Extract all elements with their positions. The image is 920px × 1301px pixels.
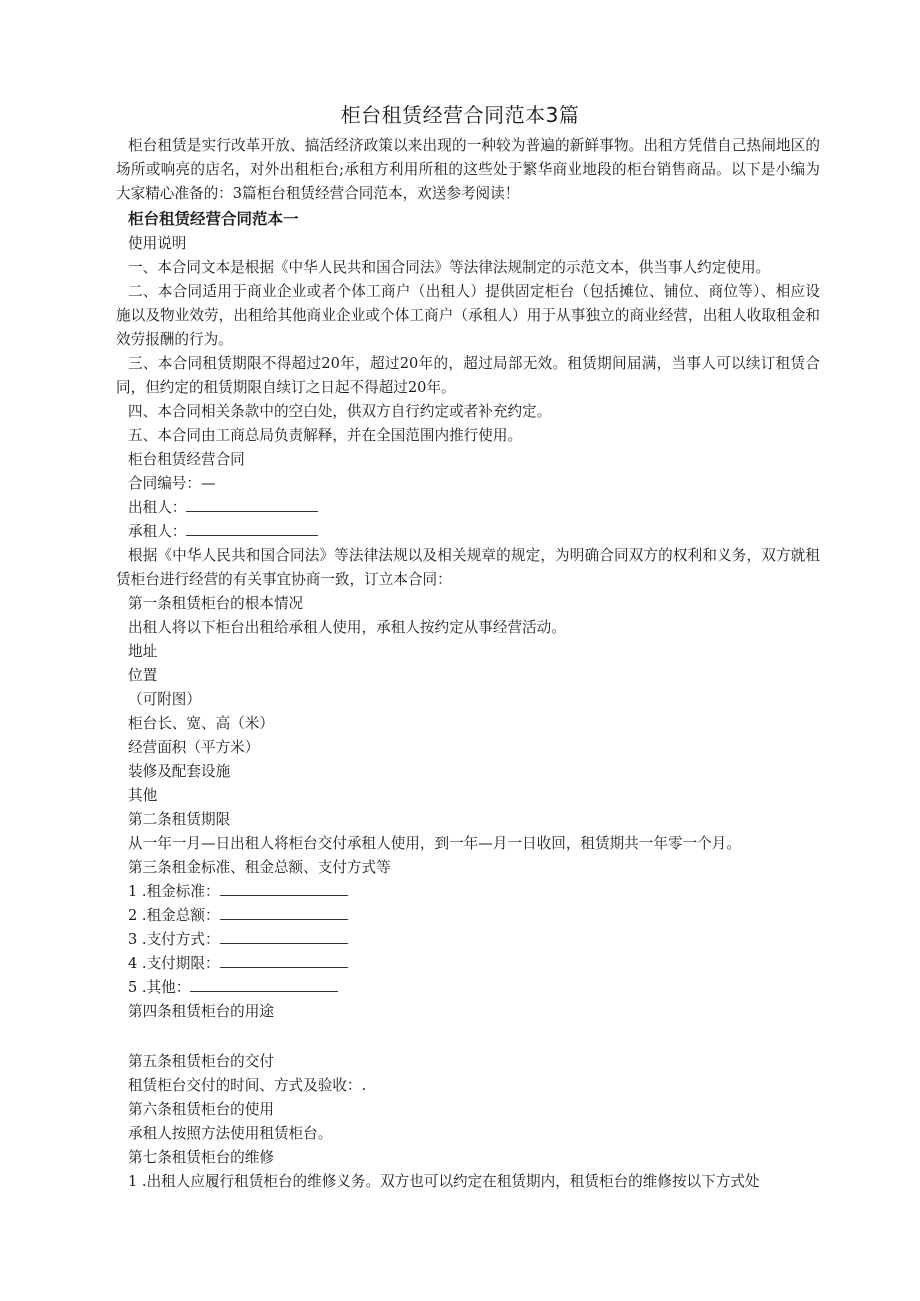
- usage-item-4: 四、本合同相关条款中的空白处，供双方自行约定或者补充约定。: [128, 403, 552, 420]
- article-5-title: 第五条租赁柜台的交付: [128, 1053, 274, 1070]
- item-label: 2 .租金总额：: [128, 907, 220, 924]
- lessee-line: [116, 520, 820, 544]
- article-3-item-4: [116, 952, 820, 976]
- usage-item-5: 五、本合同由工商总局负责解释，并在全国范围内推行使用。: [128, 427, 523, 444]
- article-1-text: 出租人将以下柜台出租给承租人使用，承租人按约定从事经营活动。: [128, 619, 566, 636]
- item-blank: [190, 977, 338, 992]
- lessee-blank: [186, 521, 318, 536]
- article-1-title: 第一条租赁柜台的根本情况: [128, 595, 304, 612]
- contract-body: [116, 232, 820, 1194]
- intro-paragraph: 柜台租赁是实行改革开放、搞活经济政策以来出现的一种较为普遍的新鲜事物。出租方凭借自己热闹地区的场所或响亮的店名，对外出租柜台;承租方利用所租的这些处于繁华商业地段的柜台销售商品。以下是小编为大家精心准备的：3篇柜台租赁经营合同范本，欢送参考阅读！: [116, 137, 820, 202]
- document-title: 柜台租赁经营合同范本3篇: [340, 103, 580, 127]
- article-1-area: 经营面积（平方米）: [128, 739, 260, 756]
- article-2-title: 第二条租赁期限: [128, 811, 231, 828]
- item-blank: [220, 929, 348, 944]
- lessee-label: 承租人：: [128, 523, 187, 540]
- article-3-item-1: [116, 880, 820, 904]
- article-3-title: 第三条租金标准、租金总额、支付方式等: [128, 859, 391, 876]
- item-label: 1 .租金标准：: [128, 883, 220, 900]
- lessor-blank: [186, 497, 318, 512]
- article-1-map: （可附图）: [128, 691, 201, 708]
- section-title: 柜台租赁经营合同范本一: [128, 210, 299, 228]
- item-blank: [220, 905, 348, 920]
- article-1-address: 地址: [128, 643, 158, 660]
- article-6-text: 承租人按照方法使用租赁柜台。: [128, 1125, 333, 1142]
- item-label: 5 .其他：: [128, 979, 191, 996]
- article-7-title: 第七条租赁柜台的维修: [128, 1149, 274, 1166]
- article-4-title: 第四条租赁柜台的用途: [128, 1003, 274, 1020]
- preamble: 根据《中华人民共和国合同法》等法律法规以及相关规章的规定，为明确合同双方的权利和义务，双方就租赁柜台进行经营的有关事宜协商一致，订立本合同：: [116, 547, 820, 588]
- lessor-label: 出租人：: [128, 499, 187, 516]
- usage-item-1: 一、本合同文本是根据《中华人民共和国合同法》等法律法规制定的示范文本，供当事人约定使用。: [128, 259, 771, 276]
- item-blank: [220, 953, 348, 968]
- article-1-size: 柜台长、宽、高（米）: [128, 715, 274, 732]
- lessor-line: [116, 496, 820, 520]
- usage-heading: 使用说明: [128, 235, 187, 252]
- article-7-item-1: 1 .出租人应履行租赁柜台的维修义务。双方也可以约定在租赁期内，租赁柜台的维修按以下方式处: [128, 1173, 760, 1190]
- article-2-text: 从一年一月—日出租人将柜台交付承租人使用，到一年—月一日收回，租赁期共一年零一个月。: [128, 835, 741, 852]
- item-label: 4 .支付期限：: [128, 955, 220, 972]
- item-label: 3 .支付方式：: [128, 931, 220, 948]
- article-3-item-2: [116, 904, 820, 928]
- article-5-text: 租赁柜台交付的时间、方式及验收：.: [128, 1077, 367, 1094]
- contract-number: 合同编号：—: [128, 475, 216, 492]
- article-6-title: 第六条租赁柜台的使用: [128, 1101, 274, 1118]
- usage-item-3: 三、本合同租赁期限不得超过20年，超过20年的，超过局部无效。租赁期间届满，当事人可以续订租赁合同，但约定的租赁期限自续订之日起不得超过20年。: [116, 355, 820, 396]
- article-3-item-3: [116, 928, 820, 952]
- article-1-position: 位置: [128, 667, 158, 684]
- article-3-item-5: [116, 976, 820, 1000]
- usage-item-2: 二、本合同适用于商业企业或者个体工商户（出租人）提供固定柜台（包括摊位、铺位、商位等）、相应设施以及物业效劳，出租给其他商业企业或个体工商户（承租人）用于从事独立的商业经营，出租人收取租金和效劳报酬的行为。: [116, 283, 820, 348]
- contract-name: 柜台租赁经营合同: [128, 451, 245, 468]
- item-blank: [220, 881, 348, 896]
- article-1-other: 其他: [128, 787, 158, 804]
- article-1-facilities: 装修及配套设施: [128, 763, 231, 780]
